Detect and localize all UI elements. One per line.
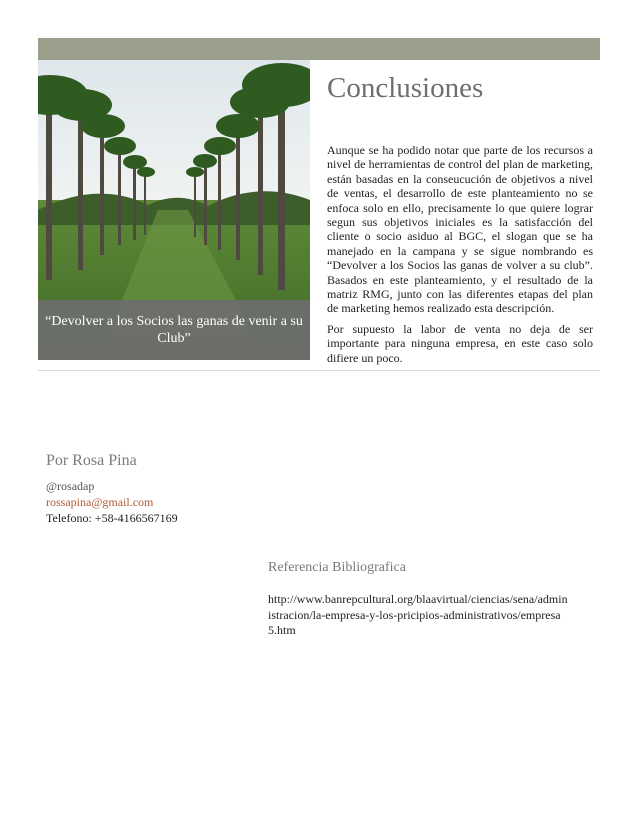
paragraph-2: Por supuesto la labor de venta no deja de ser importante para ninguna empresa, en este caso solo difiere un poco. xyxy=(327,321,593,365)
page-title: Conclusiones xyxy=(327,72,484,104)
author-email-link[interactable]: rossapina@gmail.com xyxy=(46,495,154,509)
author-name: Por Rosa Pina xyxy=(46,452,137,469)
header-bar xyxy=(38,38,600,60)
conclusions-body xyxy=(327,143,593,371)
author-phone: Telefono: +58-4166567169 xyxy=(46,511,178,525)
references-title: Referencia Bibliografica xyxy=(268,560,406,575)
references-block xyxy=(268,560,568,639)
reference-url[interactable]: http://www.banrepcultural.org/blaavirtual/ciencias/sena/administracion/la-empresa-y-los-pricipios-administrativos/empresa5.htm xyxy=(268,592,568,637)
slogan-quote: “Devolver a los Socios las ganas de venir a su Club” xyxy=(38,300,310,360)
author-block xyxy=(46,452,178,526)
paragraph-1: Aunque se ha podido notar que parte de los recursos a nivel de herramientas de control del plan de marketing, están basadas en la conseucución de objetivos a nivel de ventas, el desarrollo de este planteamiento no se enfoca solo en ello, precisamente lo que quiere lograr segun sus objetivos iniciales es la satisfacción del cliente o socio asiduo al BGC, el slogan que se ha manejado en la campana y se sigue nombrando es “Devolver a los Socios las ganas de volver a su club”. Basados en este planteamiento, y el resultado de la matriz RMG, junto con las diferentes etapas del plan de marketing hemos realizado esta descripción. xyxy=(327,143,593,316)
author-handle: @rosadap xyxy=(46,479,95,493)
